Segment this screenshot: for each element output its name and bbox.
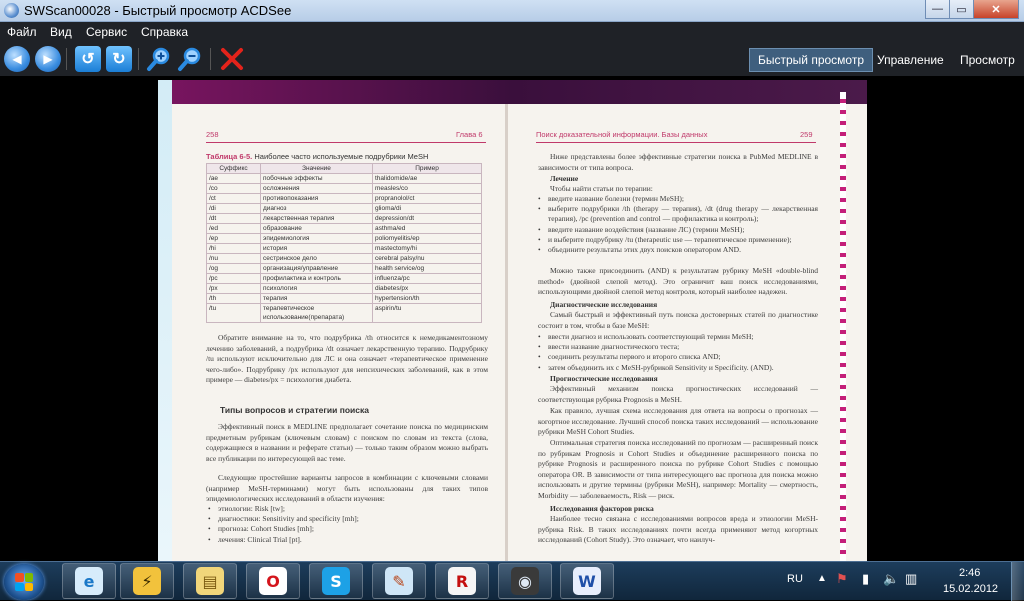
heading-prognosis: Прогностические исследования [550, 374, 658, 383]
rotate-left-icon[interactable]: ↺ [75, 46, 101, 72]
table-row [207, 284, 482, 294]
table-cell: cerebral palsy/nu [373, 254, 482, 264]
zoom-in-icon[interactable] [146, 46, 172, 72]
table-cell: терапевтическое использование(препарата) [261, 304, 373, 323]
table-cell: сестринское дело [261, 254, 373, 264]
table-cell: /dt [207, 214, 261, 224]
skype-icon: S [322, 567, 350, 595]
table-row [207, 254, 482, 264]
left-page [158, 80, 505, 561]
table-cell: противопоказания [261, 194, 373, 204]
prognosis-paragraph-1: Эффективный механизм поиска прогностических исследований — соответствующая рубрика Prognosis в MeSH. [538, 384, 818, 404]
list-item: • соединить результаты первого и второго списка AND; [536, 352, 818, 362]
table-header: Пример [373, 164, 482, 174]
table-cell: осложнения [261, 184, 373, 194]
close-button[interactable]: ✕ [973, 0, 1019, 19]
mode-quick-view[interactable]: Быстрый просмотр [749, 48, 873, 72]
windows-logo-icon [15, 573, 33, 591]
table-cell: лекарственная терапия [261, 214, 373, 224]
table-cell: asthma/ed [373, 224, 482, 234]
clock-date[interactable]: 15.02.2012 [943, 583, 999, 595]
table-cell: /hi [207, 244, 261, 254]
heading-treatment: Лечение [550, 174, 579, 183]
right-page-header: Поиск доказательной информации. Базы данных [536, 130, 708, 139]
toolbar-separator [138, 48, 139, 70]
back-icon[interactable]: ◀ [4, 46, 30, 72]
title-bar [0, 0, 1024, 22]
list-item: • выберите подрубрики /th (therapy — терапия), /dt (drug therapy — лекарственная терапия), /pc (prevention and control — профилактика и контроль); [536, 204, 818, 224]
rotate-right-icon[interactable]: ↻ [106, 46, 132, 72]
table-header: Значение [261, 164, 373, 174]
table-cell: /th [207, 294, 261, 304]
left-paragraph-3: Следующие простейшие варианты запросов в комбинации с ключевыми словами (например MeSH-терминами) могут быть использованы для таких типов эпидемиологических исследований в области изучения: [206, 473, 488, 504]
table-header: Суффикс [207, 164, 261, 174]
left-paragraph-1: Обратите внимание на то, что подрубрика /th относится к немедикаментозному лечению заболеваний, а подрубрика /dt означает лекарственную терапию. Подрубрику /tu используют исключительно для ЛС и она означает «терапевтическое применение чего-либо». Подрубрику /px используют для непсихических заболеваний, как в этом примере — diabetes/px = психология диабета. [206, 333, 488, 385]
table-cell: психология [261, 284, 373, 294]
prognosis-paragraph-2: Как правило, лучшая схема исследования для ответа на вопросы о прогнозах — когортное исследование. Лучший способ поиска таких исследований — использование рубрики MeSH Cohort Studies. [538, 406, 818, 437]
winamp-icon: ⚡ [133, 567, 161, 595]
table-row [207, 304, 482, 323]
taskbar-app-button[interactable] [498, 563, 552, 599]
right-intro: Ниже представлены более эффективные стратегии поиска в PubMed MEDLINE в зависимости от типа вопроса. [538, 152, 818, 172]
window-title: SWScan00028 - Быстрый просмотр ACDSee [24, 3, 292, 18]
start-button[interactable] [4, 564, 44, 600]
table-row [207, 204, 482, 214]
mode-view[interactable]: Просмотр [960, 53, 1015, 67]
list-item: • введите название болезни (термин MeSH); [536, 194, 818, 204]
list-item: • объедините результаты этих двух поисков оператором AND. [536, 245, 818, 255]
table-row [207, 244, 482, 254]
table-cell: /tu [207, 304, 261, 323]
table-cell: propranolol/ct [373, 194, 482, 204]
risk-paragraph: Наиболее тесно связана с исследованиями вопросов вреда и этиологии MeSH-рубрика Risk. В таких исследованиях почти всегда применяют метод когортных исследований (Cohort Study). Это означает, что наилуч- [538, 514, 818, 545]
left-paragraph-2: Эффективный поиск в MEDLINE предполагает сочетание поиска по медицинским предметным рубрикам (ключевым словам) с поиском по словам из текста (слова, содержащиеся в названии и реферате статьи) — только таким образом можно выбрать все публикации по интересующей вас теме. [206, 422, 488, 463]
table-cell: диагноз [261, 204, 373, 214]
table-caption [206, 152, 496, 161]
battery-icon[interactable]: ▮ [862, 571, 870, 586]
left-page-header: Глава 6 [456, 130, 483, 139]
table-cell: influenza/pc [373, 274, 482, 284]
forward-icon[interactable]: ▶ [35, 46, 61, 72]
table-cell: aspirin/tu [373, 304, 482, 323]
action-center-icon[interactable]: ⚑ [836, 571, 848, 586]
toolbar-separator [66, 48, 67, 70]
treatment-lead: Чтобы найти статьи по терапии: [550, 184, 653, 193]
scan-right-edge [840, 92, 846, 561]
table-cell: /di [207, 204, 261, 214]
menu-file[interactable]: Файл [7, 25, 37, 39]
heading-risk-factors: Исследования факторов риска [550, 504, 654, 513]
table-cell: образование [261, 224, 373, 234]
taskbar-app-button[interactable] [183, 563, 237, 599]
header-rule [536, 142, 816, 143]
list-item: • диагностики: Sensitivity and specificity [mh]; [206, 514, 488, 524]
table-cell: побочные эффекты [261, 174, 373, 184]
table-cell: /px [207, 284, 261, 294]
table-caption-text: Наиболее часто используемые подрубрики MeSH [254, 152, 429, 161]
table-cell: hypertension/th [373, 294, 482, 304]
list-item: • ввести название диагностического теста; [536, 342, 818, 352]
table-cell: poliomyelitis/ep [373, 234, 482, 244]
table-cell: measles/co [373, 184, 482, 194]
list-item: • введите название воздействия (название ЛС) (термин MeSH); [536, 225, 818, 235]
table-cell: /ae [207, 174, 261, 184]
table-cell: /og [207, 264, 261, 274]
header-rule [206, 142, 486, 143]
taskbar-app-button[interactable] [62, 563, 116, 599]
show-hidden-icons-icon[interactable]: ▲ [817, 573, 827, 584]
treatment-bullet-list [536, 194, 818, 255]
ie-icon: e [75, 567, 103, 595]
table-cell: diabetes/px [373, 284, 482, 294]
opera-icon: O [259, 567, 287, 595]
list-item: • прогноза: Cohort Studies [mh]; [206, 524, 488, 534]
table-cell: /ed [207, 224, 261, 234]
taskbar-app-button[interactable] [309, 563, 363, 599]
table-cell: depression/dt [373, 214, 482, 224]
menu-help[interactable]: Справка [141, 25, 189, 39]
prognosis-paragraph-3: Оптимальная стратегия поиска исследований по прогнозам — расширенный поиск по рубрикам Prognosis и Cohort Studies и объединение расширенного поиска по рубрике Prognosis и расширенного поиска по рубрике Cohort Studies с помощью оператора OR. В зависимости от типа интересующего вас прогноза для поиска можно использовать и другие термины (рубрики MeSH), например: Mortality — смертность, Morbidity — заболеваемость, Risk — риск. [538, 438, 818, 500]
heading-diagnostics: Диагностические исследования [550, 300, 658, 309]
table-cell: /nu [207, 254, 261, 264]
table-cell: thalidomide/ae [373, 174, 482, 184]
menu-bar [0, 22, 1024, 42]
table-row [207, 184, 482, 194]
table-cell: /ct [207, 194, 261, 204]
show-desktop-button[interactable] [1011, 562, 1024, 601]
toolbar-separator [210, 48, 211, 70]
minimize-button[interactable]: — [925, 0, 950, 19]
toolbar [0, 42, 1024, 76]
table-cell: профилактика и контроль [261, 274, 373, 284]
table-cell: /co [207, 184, 261, 194]
acdsee-icon: ◉ [511, 567, 539, 595]
list-item: • лечения: Clinical Trial [pt]. [206, 535, 488, 545]
list-item: • и выберите подрубрику /tu (therapeutic use — терапевтическое применение); [536, 235, 818, 245]
section-title: Типы вопросов и стратегии поиска [220, 405, 369, 415]
word-icon: W [573, 567, 601, 595]
zoom-out-icon[interactable] [177, 46, 203, 72]
taskbar [0, 561, 1024, 600]
delete-icon[interactable] [219, 46, 245, 72]
maximize-button[interactable]: ▭ [949, 0, 974, 19]
table-row [207, 224, 482, 234]
table-cell: glioma/di [373, 204, 482, 214]
table-cell: эпидемиология [261, 234, 373, 244]
language-indicator[interactable]: RU [787, 573, 803, 585]
taskbar-app-button[interactable] [560, 563, 614, 599]
taskbar-app-button[interactable] [120, 563, 174, 599]
table-row [207, 294, 482, 304]
mode-manage[interactable]: Управление [877, 53, 944, 67]
scanned-book-spread [158, 80, 867, 561]
clock-time[interactable]: 2:46 [959, 567, 981, 579]
table-cell: /pc [207, 274, 261, 284]
left-bullet-list [206, 504, 488, 545]
treatment-paragraph: Можно также присоединить (AND) к результатам рубрику MeSH «double-blind method» (двойной слепой метод). Это ограничит ваш поиск исследованиями, использующими двойной слепой метод контроля, который наиболее надежен. [538, 266, 818, 297]
table-cell: health service/og [373, 264, 482, 274]
table-cell: /ep [207, 234, 261, 244]
table-cell: терапия [261, 294, 373, 304]
diagnostics-bullet-list [536, 332, 818, 373]
table-row [207, 234, 482, 244]
menu-view[interactable]: Вид [50, 25, 72, 39]
folder-icon: ▤ [196, 567, 224, 595]
right-page-number: 259 [800, 130, 813, 139]
list-item: • ввести диагноз и использовать соответствующий термин MeSH; [536, 332, 818, 342]
table-row [207, 174, 482, 184]
table-cell: организация/управление [261, 264, 373, 274]
right-page [508, 80, 840, 561]
table-row [207, 274, 482, 284]
list-item: • затем объединить их с MeSH-рубрикой Sensitivity и Specificity. (AND). [536, 363, 818, 373]
diagnostics-lead: Самый быстрый и эффективный путь поиска достоверных статей по диагностике состоит в том, чтобы в базе MeSH: [538, 310, 818, 330]
acrobat-icon: R [448, 567, 476, 595]
taskbar-app-button[interactable] [246, 563, 300, 599]
table-row [207, 194, 482, 204]
table-caption-label: Таблица 6-5. [206, 152, 253, 161]
list-item: • этиологии: Risk [tw]; [206, 504, 488, 514]
table-cell: mastectomy/hi [373, 244, 482, 254]
table-row [207, 214, 482, 224]
acdsee-app-icon [4, 3, 19, 18]
mesh-table [206, 163, 482, 323]
taskbar-app-button[interactable] [372, 563, 426, 599]
menu-tools[interactable]: Сервис [86, 25, 128, 39]
paint-icon: ✎ [385, 567, 413, 595]
volume-icon[interactable]: 🔈 [883, 571, 900, 586]
table-row [207, 264, 482, 274]
network-icon[interactable]: ▥ [905, 571, 918, 586]
taskbar-app-button[interactable] [435, 563, 489, 599]
table-cell: история [261, 244, 373, 254]
left-page-number: 258 [206, 130, 219, 139]
